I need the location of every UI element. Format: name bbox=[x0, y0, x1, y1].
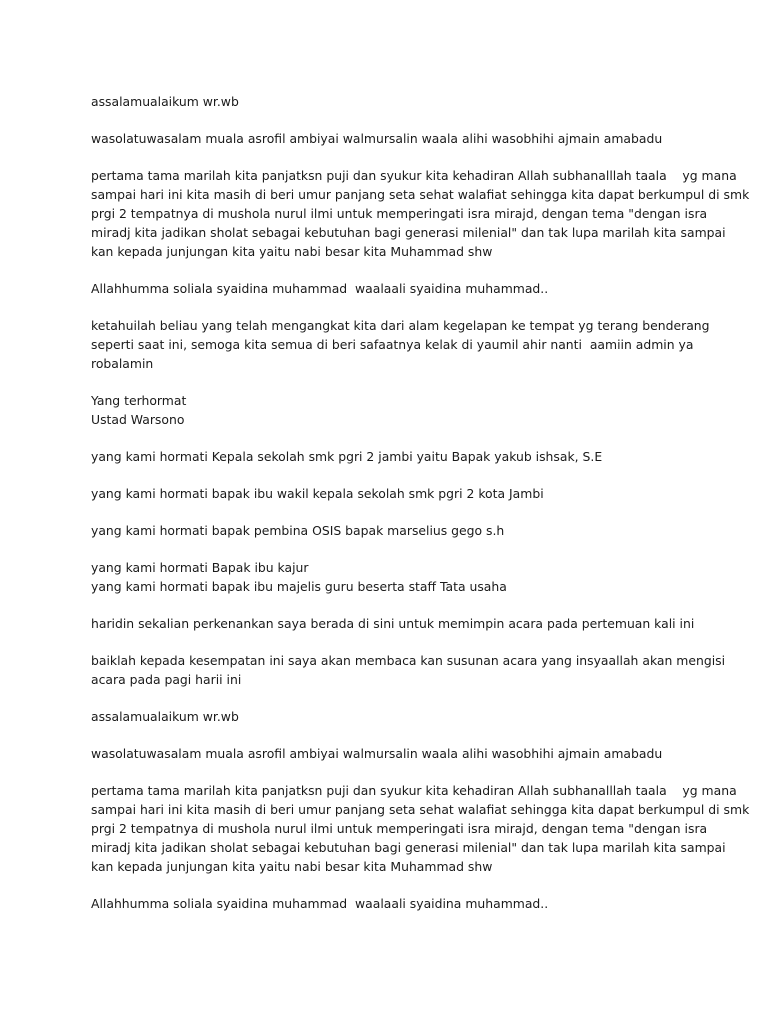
paragraph bbox=[91, 447, 691, 466]
text-line: prgi 2 tempatnya di mushola nurul ilmi untuk memperingati isra mirajd, dengan tema "dengan isra bbox=[91, 821, 708, 836]
text-line: miradj kita jadikan sholat sebagai kebutuhan bagi generasi milenial" dan tak lupa marilah kita sampai bbox=[91, 840, 726, 855]
paragraph bbox=[91, 521, 691, 540]
text-line: robalamin bbox=[91, 356, 154, 371]
paragraph bbox=[91, 391, 691, 429]
paragraph bbox=[91, 894, 691, 913]
text-line: pertama tama marilah kita panjatksn puji dan syukur kita kehadiran Allah subhanalllah taala yg mana bbox=[91, 783, 737, 798]
text-line: assalamualaikum wr.wb bbox=[91, 94, 239, 109]
paragraph bbox=[91, 707, 691, 726]
text-line: Yang terhormat bbox=[91, 393, 187, 408]
paragraph bbox=[91, 129, 691, 148]
text-line: prgi 2 tempatnya di mushola nurul ilmi untuk memperingati isra mirajd, dengan tema "dengan isra bbox=[91, 206, 708, 221]
text-line: miradj kita jadikan sholat sebagai kebutuhan bagi generasi milenial" dan tak lupa marilah kita sampai bbox=[91, 225, 726, 240]
text-line: seperti saat ini, semoga kita semua di beri safaatnya kelak di yaumil ahir nanti aamiin admin ya bbox=[91, 337, 694, 352]
paragraph bbox=[91, 166, 750, 261]
text-line: sampai hari ini kita masih di beri umur panjang seta sehat walafiat sehingga kita dapat berkumpul di smk bbox=[91, 802, 750, 817]
text-line: wasolatuwasalam muala asrofil ambiyai walmursalin waala alihi wasobhihi ajmain amabadu bbox=[91, 131, 663, 146]
paragraph bbox=[91, 558, 691, 596]
text-line: yang kami hormati bapak ibu majelis guru beserta staff Tata usaha bbox=[91, 579, 507, 594]
text-line: kan kepada junjungan kita yaitu nabi besar kita Muhammad shw bbox=[91, 859, 493, 874]
text-line: acara pada pagi harii ini bbox=[91, 672, 242, 687]
text-line: yang kami hormati Kepala sekolah smk pgri 2 jambi yaitu Bapak yakub ishsak, S.E bbox=[91, 449, 603, 464]
text-line: kan kepada junjungan kita yaitu nabi besar kita Muhammad shw bbox=[91, 244, 493, 259]
paragraph bbox=[91, 744, 691, 763]
text-line: yang kami hormati bapak ibu wakil kepala sekolah smk pgri 2 kota Jambi bbox=[91, 486, 544, 501]
paragraph bbox=[91, 92, 691, 111]
text-line: wasolatuwasalam muala asrofil ambiyai walmursalin waala alihi wasobhihi ajmain amabadu bbox=[91, 746, 663, 761]
text-line: baiklah kepada kesempatan ini saya akan membaca kan susunan acara yang insyaallah akan mengisi bbox=[91, 653, 726, 668]
paragraph bbox=[91, 316, 710, 373]
text-line: ketahuilah beliau yang telah mengangkat kita dari alam kegelapan ke tempat yg terang benderang bbox=[91, 318, 710, 333]
text-line: yang kami hormati bapak pembina OSIS bapak marselius gego s.h bbox=[91, 523, 505, 538]
document-body bbox=[91, 92, 750, 931]
paragraph bbox=[91, 279, 691, 298]
paragraph bbox=[91, 651, 726, 689]
text-line: haridin sekalian perkenankan saya berada di sini untuk memimpin acara pada pertemuan kali ini bbox=[91, 616, 695, 631]
paragraph bbox=[91, 781, 750, 876]
text-line: pertama tama marilah kita panjatksn puji dan syukur kita kehadiran Allah subhanalllah taala yg mana bbox=[91, 168, 737, 183]
text-line: Allahhumma soliala syaidina muhammad waalaali syaidina muhammad.. bbox=[91, 281, 549, 296]
text-line: sampai hari ini kita masih di beri umur panjang seta sehat walafiat sehingga kita dapat berkumpul di smk bbox=[91, 187, 750, 202]
text-line: yang kami hormati Bapak ibu kajur bbox=[91, 560, 309, 575]
text-line: assalamualaikum wr.wb bbox=[91, 709, 239, 724]
text-line: Ustad Warsono bbox=[91, 412, 185, 427]
paragraph bbox=[91, 484, 691, 503]
text-line: Allahhumma soliala syaidina muhammad waalaali syaidina muhammad.. bbox=[91, 896, 549, 911]
paragraph bbox=[91, 614, 695, 633]
